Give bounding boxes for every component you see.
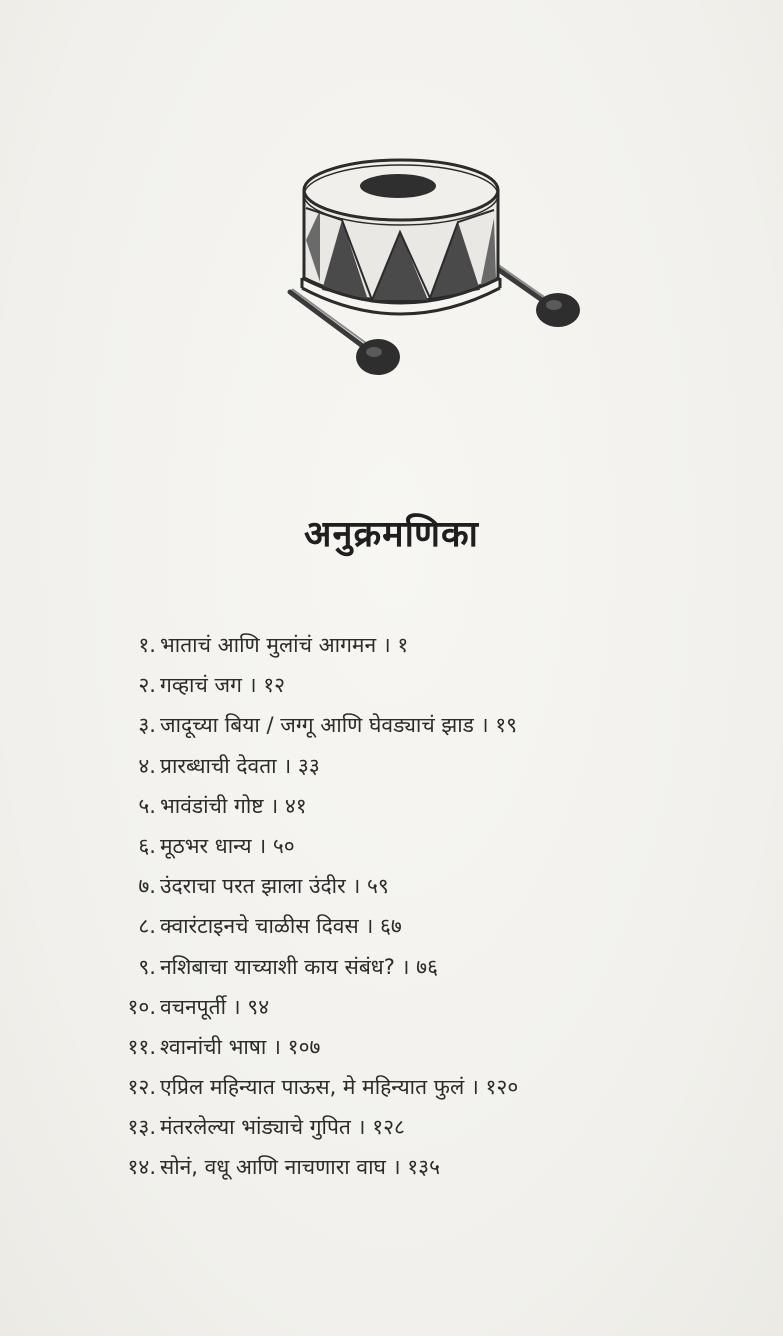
- toc-number: ९.: [138, 954, 156, 979]
- toc-number: १.: [138, 633, 156, 657]
- toc-number: १४.: [127, 1155, 156, 1180]
- toc-entry: एप्रिल महिन्यात पाऊस, मे महिन्यात फुलं । १२०: [160, 1075, 519, 1100]
- toc-entry: सोनं, वधू आणि नाचणारा वाघ । १३५: [160, 1155, 441, 1180]
- toc-entry: क्वारंटाइनचे चाळीस दिवस । ६७: [160, 914, 402, 939]
- toc-number: ४.: [138, 753, 156, 778]
- toc-item: [100, 947, 740, 987]
- toc-entry: उंदराचा परत झाला उंदीर । ५९: [160, 874, 389, 899]
- toc-item: [100, 906, 740, 946]
- toc-item: [100, 1107, 740, 1147]
- toc-item: [100, 1067, 740, 1107]
- toc-number: १२.: [127, 1075, 156, 1100]
- toc-item: [100, 987, 740, 1027]
- toc-number: ८.: [138, 914, 156, 939]
- toc-number: ११.: [127, 1034, 156, 1059]
- toc-item: [100, 625, 740, 665]
- drum-illustration: [280, 150, 590, 385]
- page-title: अनुक्रमणिका: [304, 514, 479, 555]
- toc-entry: गव्हाचं जग । १२: [160, 673, 286, 698]
- toc-entry: प्रारब्धाची देवता । ३३: [160, 753, 320, 778]
- toc-number: ७.: [138, 874, 156, 899]
- toc-entry: जादूच्या बिया / जग्गू आणि घेवड्याचं झाड । १९: [160, 713, 518, 738]
- toc-item: [100, 826, 740, 866]
- toc-item: [100, 1147, 740, 1187]
- toc-item: [100, 705, 740, 745]
- table-of-contents: [100, 625, 740, 1188]
- toc-item: [100, 786, 740, 826]
- toc-entry: मूठभर धान्य । ५०: [160, 833, 295, 858]
- toc-entry: मंतरलेल्या भांड्याचे गुपित । १२८: [160, 1115, 405, 1140]
- toc-number: १०.: [127, 994, 156, 1019]
- toc-number: १३.: [127, 1115, 156, 1140]
- toc-number: ५.: [138, 793, 156, 818]
- toc-number: ३.: [138, 713, 156, 738]
- toc-entry: नशिबाचा याच्याशी काय संबंध? । ७६: [160, 954, 439, 979]
- toc-entry: भाताचं आणि मुलांचं आगमन । १: [160, 633, 409, 657]
- toc-item: [100, 746, 740, 786]
- toc-item: [100, 665, 740, 705]
- toc-entry: श्वानांची भाषा । १०७: [160, 1034, 321, 1059]
- toc-number: ६.: [138, 833, 156, 858]
- toc-entry: वचनपूर्ती । ९४: [160, 994, 270, 1019]
- toc-item: [100, 866, 740, 906]
- toc-item: [100, 1027, 740, 1067]
- toc-number: २.: [138, 673, 156, 698]
- toc-entry: भावंडांची गोष्ट । ४१: [160, 793, 307, 818]
